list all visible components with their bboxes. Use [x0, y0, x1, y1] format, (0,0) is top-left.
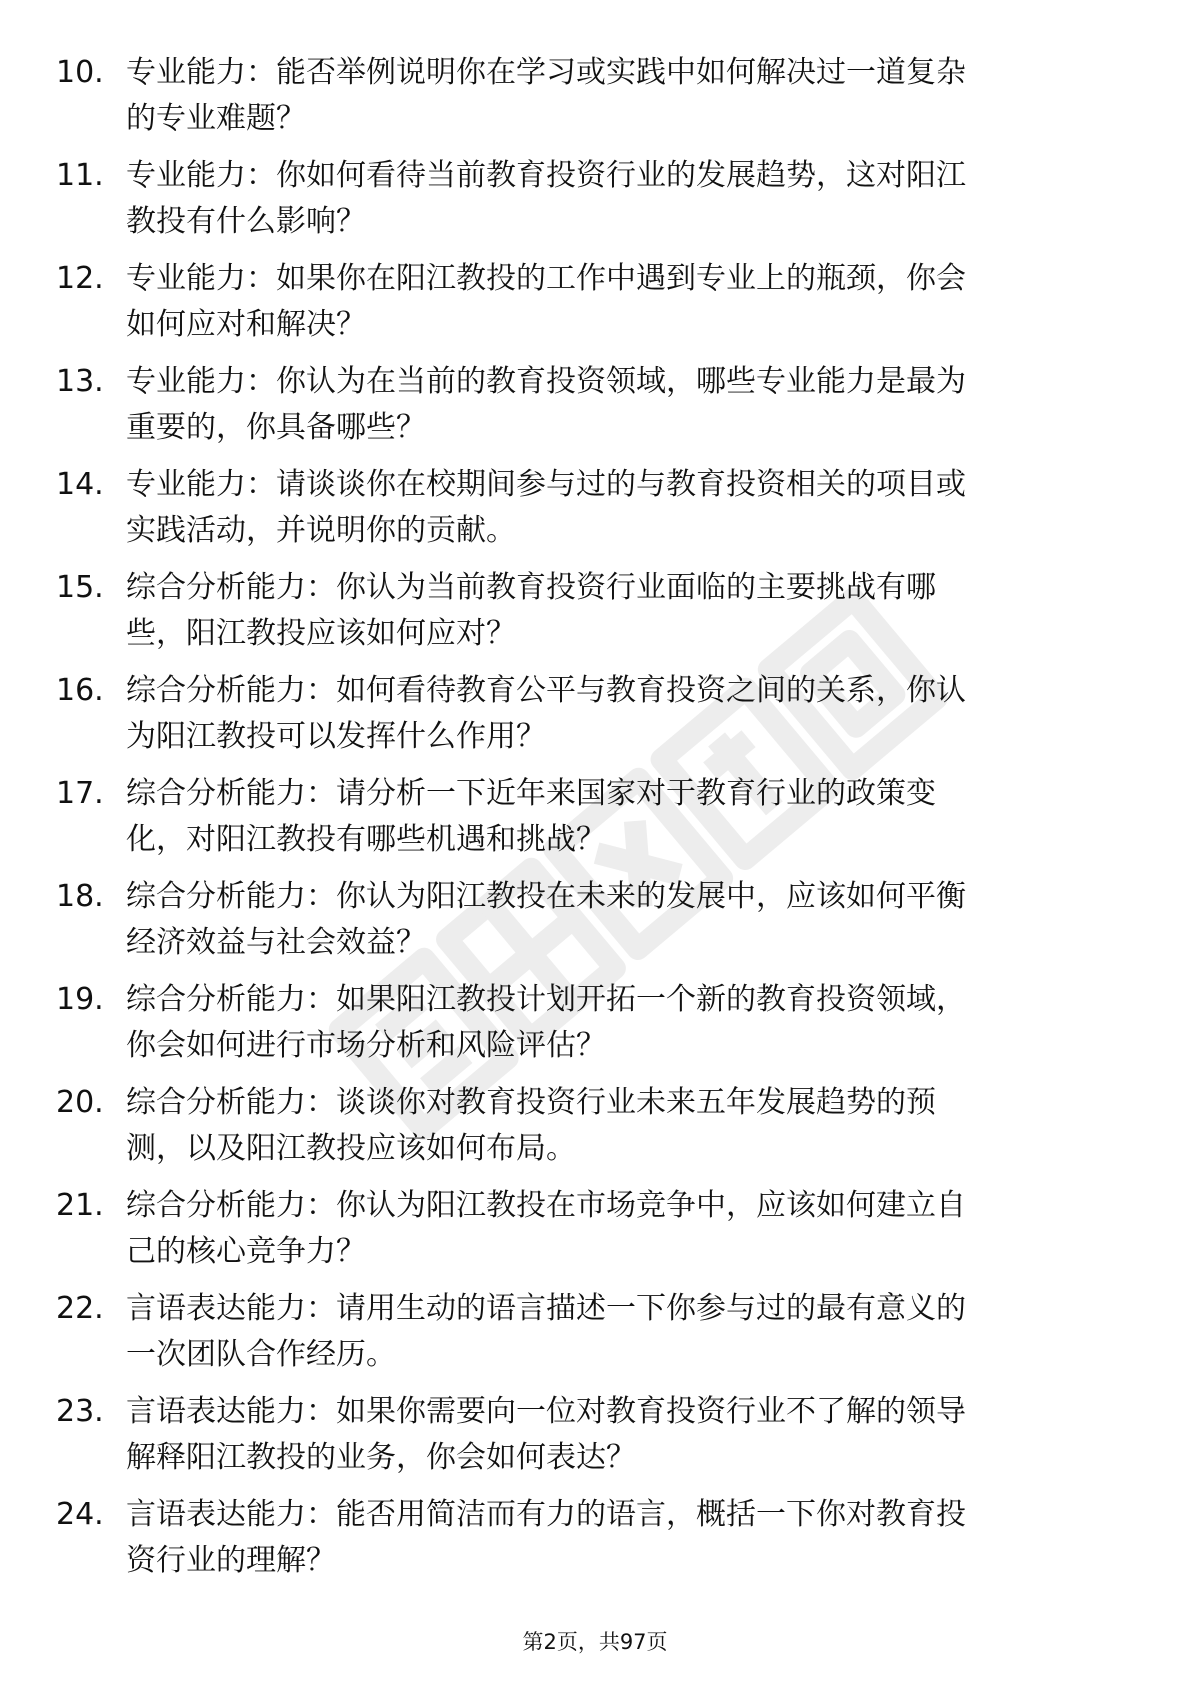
list-item: [0, 1080, 1190, 1183]
question-number: 22.: [56, 1291, 104, 1326]
question-text: [126, 50, 1126, 142]
list-item: [0, 1183, 1190, 1286]
question-text-line: 专业能力：你认为在当前的教育投资领域，哪些专业能力是最为: [126, 364, 966, 399]
list-item: [0, 874, 1190, 977]
question-number: 12.: [56, 261, 104, 296]
list-item: [0, 462, 1190, 565]
question-list: [0, 50, 1190, 1595]
question-number: 20.: [56, 1085, 104, 1120]
question-text-line: 己的核心竞争力？: [126, 1234, 366, 1269]
question-number: 18.: [56, 879, 104, 914]
question-number: 21.: [56, 1188, 104, 1223]
question-text-line: 的专业难题？: [126, 101, 306, 136]
question-number: 23.: [56, 1394, 104, 1429]
list-item: [0, 977, 1190, 1080]
question-text: [126, 874, 1126, 966]
question-text-line: 综合分析能力：谈谈你对教育投资行业未来五年发展趋势的预: [126, 1085, 936, 1120]
question-text-line: 些，阳江教投应该如何应对？: [126, 616, 516, 651]
question-text-line: 资行业的理解？: [126, 1543, 336, 1578]
question-text-line: 言语表达能力：能否用简洁而有力的语言，概括一下你对教育投: [126, 1497, 966, 1532]
question-text-line: 综合分析能力：你认为阳江教投在未来的发展中，应该如何平衡: [126, 879, 966, 914]
question-text: [126, 359, 1126, 451]
question-text-line: 言语表达能力：请用生动的语言描述一下你参与过的最有意义的: [126, 1291, 966, 1326]
question-number: 17.: [56, 776, 104, 811]
list-item: [0, 256, 1190, 359]
list-item: [0, 1389, 1190, 1492]
question-text-line: 言语表达能力：如果你需要向一位对教育投资行业不了解的领导: [126, 1394, 966, 1429]
question-text: [126, 771, 1126, 863]
list-item: [0, 1492, 1190, 1595]
question-text-line: 如何应对和解决？: [126, 307, 366, 342]
list-item: [0, 359, 1190, 462]
question-text: [126, 153, 1126, 245]
question-text-line: 综合分析能力：如果阳江教投计划开拓一个新的教育投资领域，: [126, 982, 966, 1017]
question-text: [126, 1183, 1126, 1275]
list-item: [0, 771, 1190, 874]
question-text-line: 综合分析能力：如何看待教育公平与教育投资之间的关系，你认: [126, 673, 966, 708]
question-number: 11.: [56, 158, 104, 193]
question-text: [126, 256, 1126, 348]
question-number: 19.: [56, 982, 104, 1017]
list-item: [0, 153, 1190, 256]
question-text: [126, 1389, 1126, 1481]
question-text: [126, 1080, 1126, 1172]
question-text: [126, 462, 1126, 554]
list-item: [0, 1286, 1190, 1389]
question-text-line: 实践活动，并说明你的贡献。: [126, 513, 516, 548]
question-text: [126, 668, 1126, 760]
question-text-line: 为阳江教投可以发挥什么作用？: [126, 719, 546, 754]
question-number: 14.: [56, 467, 104, 502]
question-number: 15.: [56, 570, 104, 605]
question-text: [126, 1286, 1126, 1378]
question-text-line: 你会如何进行市场分析和风险评估？: [126, 1028, 606, 1063]
question-text: [126, 565, 1126, 657]
question-text-line: 测，以及阳江教投应该如何布局。: [126, 1131, 576, 1166]
question-text-line: 教投有什么影响？: [126, 204, 366, 239]
question-text-line: 专业能力：能否举例说明你在学习或实践中如何解决过一道复杂: [126, 55, 966, 90]
question-number: 24.: [56, 1497, 104, 1532]
question-text-line: 化，对阳江教投有哪些机遇和挑战？: [126, 822, 606, 857]
question-text-line: 综合分析能力：请分析一下近年来国家对于教育行业的政策变: [126, 776, 936, 811]
question-text: [126, 977, 1126, 1069]
question-text: [126, 1492, 1126, 1584]
page-footer: 第2页，共97页: [522, 1630, 668, 1654]
question-number: 10.: [56, 55, 104, 90]
list-item: [0, 565, 1190, 668]
question-text-line: 重要的，你具备哪些？: [126, 410, 426, 445]
question-number: 13.: [56, 364, 104, 399]
question-text-line: 专业能力：如果你在阳江教投的工作中遇到专业上的瓶颈，你会: [126, 261, 966, 296]
question-number: 16.: [56, 673, 104, 708]
question-text-line: 综合分析能力：你认为当前教育投资行业面临的主要挑战有哪: [126, 570, 936, 605]
list-item: [0, 668, 1190, 771]
question-text-line: 综合分析能力：你认为阳江教投在市场竞争中，应该如何建立自: [126, 1188, 966, 1223]
question-text-line: 专业能力：你如何看待当前教育投资行业的发展趋势，这对阳江: [126, 158, 966, 193]
question-text-line: 专业能力：请谈谈你在校期间参与过的与教育投资相关的项目或: [126, 467, 966, 502]
question-text-line: 解释阳江教投的业务，你会如何表达？: [126, 1440, 636, 1475]
question-text-line: 一次团队合作经历。: [126, 1337, 396, 1372]
question-text-line: 经济效益与社会效益？: [126, 925, 426, 960]
list-item: [0, 50, 1190, 153]
